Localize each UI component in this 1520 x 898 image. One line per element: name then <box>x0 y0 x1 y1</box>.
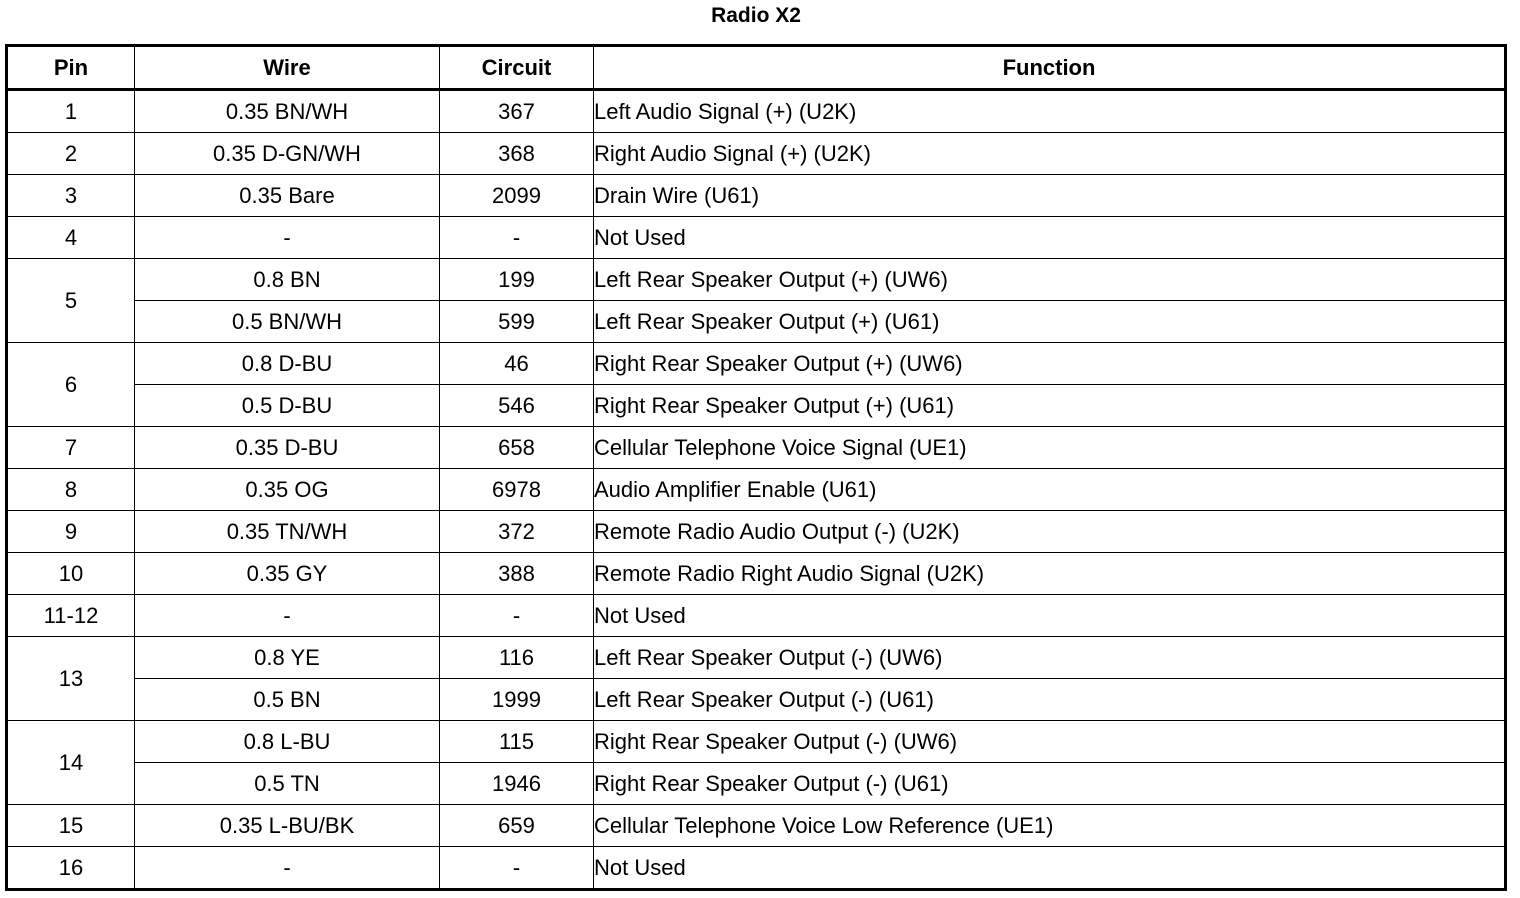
pin-cell: 11-12 <box>7 595 135 637</box>
circuit-cell: 115 <box>440 721 594 763</box>
table-row <box>7 805 1506 847</box>
table-row <box>7 427 1506 469</box>
pin-cell: 10 <box>7 553 135 595</box>
wire-cell: 0.5 TN <box>135 763 440 805</box>
pin-cell: 8 <box>7 469 135 511</box>
pin-cell: 1 <box>7 90 135 133</box>
function-cell: Left Audio Signal (+) (U2K) <box>594 90 1506 133</box>
circuit-cell: 659 <box>440 805 594 847</box>
column-header-pin: Pin <box>7 46 135 90</box>
pin-cell: 5 <box>7 259 135 343</box>
wire-cell: 0.35 TN/WH <box>135 511 440 553</box>
circuit-cell: 372 <box>440 511 594 553</box>
circuit-cell: 368 <box>440 133 594 175</box>
wire-cell: 0.5 BN/WH <box>135 301 440 343</box>
circuit-cell: 116 <box>440 637 594 679</box>
column-header-function: Function <box>594 46 1506 90</box>
table-row <box>7 385 1506 427</box>
function-cell: Left Rear Speaker Output (+) (U61) <box>594 301 1506 343</box>
table-row <box>7 469 1506 511</box>
table-row <box>7 553 1506 595</box>
table-row <box>7 217 1506 259</box>
table-row <box>7 847 1506 890</box>
header-row <box>7 46 1506 90</box>
table-header <box>7 46 1506 90</box>
circuit-cell: - <box>440 847 594 890</box>
table-row <box>7 301 1506 343</box>
table-body <box>7 90 1506 890</box>
table-row <box>7 763 1506 805</box>
function-cell: Not Used <box>594 595 1506 637</box>
function-cell: Right Rear Speaker Output (+) (U61) <box>594 385 1506 427</box>
function-cell: Left Rear Speaker Output (-) (U61) <box>594 679 1506 721</box>
table-title: Radio X2 <box>711 4 801 27</box>
pin-cell: 9 <box>7 511 135 553</box>
pin-cell: 14 <box>7 721 135 805</box>
table-row <box>7 637 1506 679</box>
circuit-cell: 546 <box>440 385 594 427</box>
circuit-cell: 46 <box>440 343 594 385</box>
pin-cell: 7 <box>7 427 135 469</box>
wire-cell: 0.8 L-BU <box>135 721 440 763</box>
function-cell: Left Rear Speaker Output (-) (UW6) <box>594 637 1506 679</box>
pin-cell: 16 <box>7 847 135 890</box>
function-cell: Drain Wire (U61) <box>594 175 1506 217</box>
table-row <box>7 259 1506 301</box>
wire-cell: 0.35 GY <box>135 553 440 595</box>
function-cell: Remote Radio Right Audio Signal (U2K) <box>594 553 1506 595</box>
wire-cell: 0.35 D-BU <box>135 427 440 469</box>
pin-cell: 2 <box>7 133 135 175</box>
function-cell: Cellular Telephone Voice Signal (UE1) <box>594 427 1506 469</box>
column-header-circuit: Circuit <box>440 46 594 90</box>
column-header-wire: Wire <box>135 46 440 90</box>
circuit-cell: 2099 <box>440 175 594 217</box>
wire-cell: - <box>135 595 440 637</box>
connector-pinout-table <box>5 44 1507 891</box>
table-row <box>7 343 1506 385</box>
circuit-cell: - <box>440 595 594 637</box>
circuit-cell: 658 <box>440 427 594 469</box>
table-row <box>7 175 1506 217</box>
circuit-cell: 1946 <box>440 763 594 805</box>
function-cell: Cellular Telephone Voice Low Reference (UE1) <box>594 805 1506 847</box>
function-cell: Right Rear Speaker Output (-) (U61) <box>594 763 1506 805</box>
wire-cell: 0.8 BN <box>135 259 440 301</box>
table-row <box>7 679 1506 721</box>
circuit-cell: 388 <box>440 553 594 595</box>
function-cell: Right Rear Speaker Output (+) (UW6) <box>594 343 1506 385</box>
wire-cell: 0.8 YE <box>135 637 440 679</box>
function-cell: Right Rear Speaker Output (-) (UW6) <box>594 721 1506 763</box>
table-row <box>7 90 1506 133</box>
table-row <box>7 721 1506 763</box>
wire-cell: 0.35 D-GN/WH <box>135 133 440 175</box>
function-cell: Not Used <box>594 847 1506 890</box>
function-cell: Right Audio Signal (+) (U2K) <box>594 133 1506 175</box>
table-row <box>7 595 1506 637</box>
pin-cell: 6 <box>7 343 135 427</box>
circuit-cell: - <box>440 217 594 259</box>
circuit-cell: 367 <box>440 90 594 133</box>
circuit-cell: 1999 <box>440 679 594 721</box>
circuit-cell: 599 <box>440 301 594 343</box>
circuit-cell: 6978 <box>440 469 594 511</box>
pin-cell: 4 <box>7 217 135 259</box>
wire-cell: 0.35 OG <box>135 469 440 511</box>
function-cell: Not Used <box>594 217 1506 259</box>
circuit-cell: 199 <box>440 259 594 301</box>
function-cell: Left Rear Speaker Output (+) (UW6) <box>594 259 1506 301</box>
table-row <box>7 511 1506 553</box>
wire-cell: 0.8 D-BU <box>135 343 440 385</box>
wire-cell: - <box>135 847 440 890</box>
wire-cell: 0.35 BN/WH <box>135 90 440 133</box>
function-cell: Audio Amplifier Enable (U61) <box>594 469 1506 511</box>
wire-cell: 0.5 D-BU <box>135 385 440 427</box>
function-cell: Remote Radio Audio Output (-) (U2K) <box>594 511 1506 553</box>
wire-cell: 0.5 BN <box>135 679 440 721</box>
pin-cell: 15 <box>7 805 135 847</box>
wire-cell: 0.35 Bare <box>135 175 440 217</box>
table-row <box>7 133 1506 175</box>
wire-cell: - <box>135 217 440 259</box>
pin-cell: 13 <box>7 637 135 721</box>
pin-cell: 3 <box>7 175 135 217</box>
wire-cell: 0.35 L-BU/BK <box>135 805 440 847</box>
